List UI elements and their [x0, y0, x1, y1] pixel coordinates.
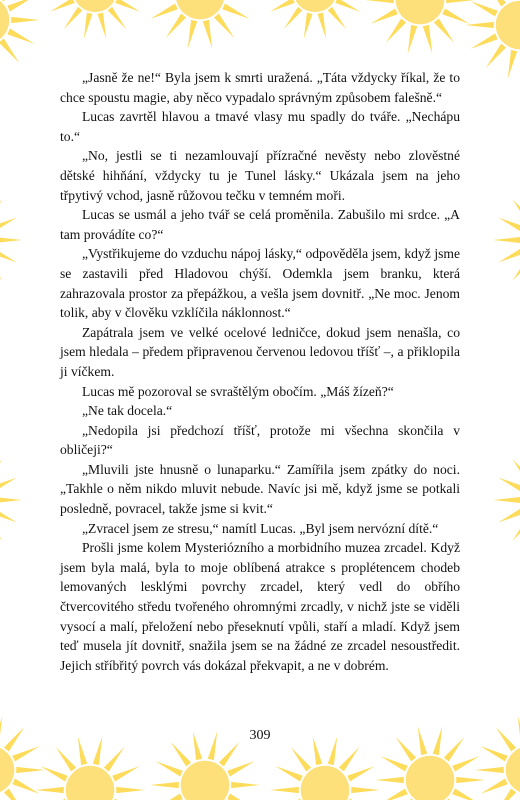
paragraph: „Nedopila jsi předchozí tříšť, protože mi všechna skončila v obličeji?“ — [60, 422, 460, 458]
paragraph: Lucas zavrtěl hlavou a tmavé vlasy mu spadly do tváře. „Nechápu to.“ — [60, 109, 460, 144]
sun-icon — [145, 0, 255, 49]
sun-icon — [45, 0, 145, 39]
paragraph: Lucas se usmál a jeho tvář se celá proměnila. Zabušilo mi srdce. „A tam provádíte co?“ — [60, 207, 460, 242]
paragraph: „Zvracel jsem ze stresu,“ namítl Lucas. „Byl jsem nervózní dítě.“ — [82, 520, 439, 536]
paragraph: Prošli jsme kolem Mysteriózního a morbidního muzea zrcadel. Když jsem byla malá, byla to moje oblíbená atrakce s proplétencem chodeb lemovaných lesklými povrchy zrcadel, který vedl do obřího čtvercovitého středu tvořeného ohromnými zrcadly, v nichž jste se viděli vysocí a malí, přeložení nebo přeseknutí vpůli, staří a mladí. Když jsem teď musela jít dovnitř, snažila jsem se na žádné ze zrcadel nesoustředit. Jejich stříbřitý povrch vás dokázal překvapit, a ne v dobrém. — [60, 540, 460, 673]
sun-icon — [0, 449, 22, 550]
sun-icon — [0, 189, 22, 290]
paragraph: „Mluvili jste hnusně o lunaparku.“ Zamířila jsem zpátky do noci. „Takhle o něm nikdo mluvit nebude. Navíc jsi mě, když jsme se potkali posledně, povracel, takže jsme si kvit.“ — [60, 461, 460, 517]
paragraph: „Ne tak docela.“ — [82, 403, 173, 419]
sun-icon — [35, 736, 145, 800]
paragraph: Zapátrala jsem ve velké ocelové ledničce, dokud jsem nenašla, co jsem hledala – předem připravenou červenou ledovou tříšť –, a přiklopila ji víčkem. — [60, 324, 460, 379]
sun-icon — [365, 0, 475, 54]
sun-icon — [493, 189, 520, 290]
paragraph: „Jasně že ne!“ Byla jsem k smrti uražená. „Táta vždycky říkal, že to chce spoustu magie, aby něco vypadalo správným způsobem falešně.“ — [60, 70, 460, 105]
sun-icon — [465, 0, 520, 79]
paragraph: „No, jestli se ti nezamlouvají přízračné nevěsty nebo zlověstné dětské hihňání, vždycky tu je Tunel lásky.“ Ukázala jsem na jeho třpytivý vchod, jasně růžovou tečku v temném moři. — [60, 148, 460, 203]
page-number: 309 — [249, 728, 271, 743]
sun-icon — [0, 0, 40, 74]
paragraph: „Vystřikujeme do vzduchu nápoj lásky,“ odpověděla jsem, když jsme se zastavili před Hladovou chýší. Odemkla jsem branku, která zahrazovala prostor za přepážkou, a vešla jsem dovnitř. „Ne moc. Jenom tolik, aby v člověku vzklíčila náklonnost.“ — [60, 246, 460, 321]
page-body — [60, 68, 460, 675]
sun-icon — [493, 449, 520, 550]
sun-icon — [265, 0, 365, 39]
paragraph: Lucas mě pozoroval se svraštělým obočím. „Máš žízeň?“ — [82, 383, 394, 399]
sun-icon — [270, 736, 380, 800]
